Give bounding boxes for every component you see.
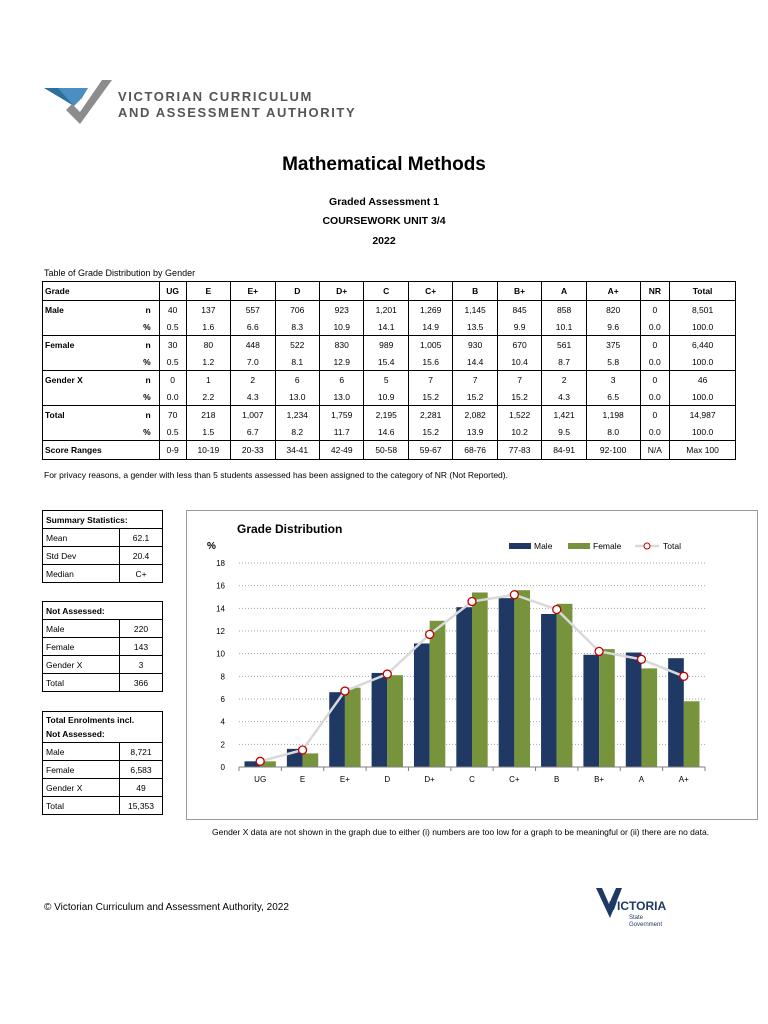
table-cell: 1,201 — [364, 301, 408, 319]
table-cell: 8.0 — [586, 423, 640, 441]
row-value: 15,353 — [120, 797, 163, 815]
summary-statistics-table — [42, 510, 163, 583]
table-cell: 100.0 — [670, 318, 736, 336]
pct-label: % — [126, 353, 159, 371]
row-value: 3 — [120, 656, 163, 674]
table-cell: 3 — [586, 371, 640, 389]
row-value: 220 — [120, 620, 163, 638]
table-cell: 14.1 — [364, 318, 408, 336]
column-header: C+ — [408, 282, 452, 301]
group-label-blank — [43, 318, 126, 336]
table-cell: 8.7 — [542, 353, 586, 371]
table-cell: 8.2 — [275, 423, 319, 441]
chart-title: Grade Distribution — [237, 522, 343, 536]
table-cell: 0.5 — [159, 423, 186, 441]
table-cell: 12.9 — [320, 353, 364, 371]
group-label: Total — [43, 406, 126, 424]
score-range-cell: N/A — [640, 441, 670, 460]
table-cell: 1,005 — [408, 336, 452, 354]
table-cell: 2 — [231, 371, 275, 389]
table-cell: 5.8 — [586, 353, 640, 371]
table-cell: 8.3 — [275, 318, 319, 336]
table-cell: 0.0 — [640, 423, 670, 441]
table-cell: 1.6 — [186, 318, 230, 336]
table-cell: 100.0 — [670, 353, 736, 371]
table-cell: 15.2 — [408, 388, 452, 406]
column-header: Total — [670, 282, 736, 301]
bar-female — [430, 621, 446, 767]
point-total — [299, 746, 307, 754]
vic-logo-government: Government — [629, 922, 663, 928]
table-row — [43, 565, 163, 583]
table-cell: 375 — [586, 336, 640, 354]
table-cell: 218 — [186, 406, 230, 424]
y-tick-label: 2 — [220, 740, 225, 750]
score-range-cell: 0-9 — [159, 441, 186, 460]
table-cell: 9.5 — [542, 423, 586, 441]
group-label: Male — [43, 301, 126, 319]
table-cell: 522 — [275, 336, 319, 354]
table-cell: 14.6 — [364, 423, 408, 441]
victoria-government-logo — [596, 888, 676, 928]
table-cell: 7 — [408, 371, 452, 389]
score-range-cell: 84-91 — [542, 441, 586, 460]
bar-male — [499, 598, 515, 767]
table-cell: 989 — [364, 336, 408, 354]
table-cell: 1,421 — [542, 406, 586, 424]
table-cell: 1.2 — [186, 353, 230, 371]
table-cell: 46 — [670, 371, 736, 389]
org-name — [118, 89, 356, 121]
row-value: 366 — [120, 674, 163, 692]
org-name-line1: VICTORIAN CURRICULUM — [118, 89, 313, 104]
table-cell: 0 — [640, 406, 670, 424]
table-cell: 40 — [159, 301, 186, 319]
table-cell: 15.2 — [497, 388, 541, 406]
table-row — [43, 638, 163, 656]
row-value: 20.4 — [120, 547, 163, 565]
point-total — [680, 672, 688, 680]
bar-female — [599, 649, 615, 767]
table-cell: 0.0 — [159, 388, 186, 406]
table-cell: 6.5 — [586, 388, 640, 406]
column-header: E — [186, 282, 230, 301]
table-cell: 0 — [640, 371, 670, 389]
table-cell: 2,082 — [453, 406, 497, 424]
score-ranges-row — [43, 441, 736, 460]
table-cell: 6 — [275, 371, 319, 389]
x-tick-label: E+ — [339, 775, 350, 784]
table-cell: 2 — [542, 371, 586, 389]
table-row — [43, 388, 736, 406]
legend-label-female: Female — [593, 541, 622, 551]
bar-female — [387, 675, 403, 767]
subtitle-assessment: Graded Assessment 1 — [329, 196, 439, 208]
table-cell: 8.1 — [275, 353, 319, 371]
table-cell: 845 — [497, 301, 541, 319]
table-cell: 4.3 — [542, 388, 586, 406]
row-label: Female — [43, 638, 120, 656]
table-cell: 1,198 — [586, 406, 640, 424]
score-ranges-label: Score Ranges — [43, 441, 160, 460]
table-cell: 0.0 — [640, 353, 670, 371]
table-row — [43, 797, 163, 815]
subtitle-unit: COURSEWORK UNIT 3/4 — [322, 215, 446, 227]
bar-female — [345, 688, 361, 767]
score-range-cell: Max 100 — [670, 441, 736, 460]
n-label: n — [126, 406, 159, 424]
not-assessed-title: Not Assessed: — [43, 602, 163, 620]
table-cell: 14.4 — [453, 353, 497, 371]
column-header: B — [453, 282, 497, 301]
table-row — [43, 318, 736, 336]
table-cell: 1,269 — [408, 301, 452, 319]
y-tick-label: 16 — [216, 581, 225, 591]
row-label: Total — [43, 674, 120, 692]
table-cell: 15.2 — [453, 388, 497, 406]
table-cell: 0.0 — [640, 318, 670, 336]
n-label: n — [126, 371, 159, 389]
bar-female — [514, 590, 530, 767]
table-cell: 6 — [320, 371, 364, 389]
bar-female — [684, 701, 700, 767]
column-header: A — [542, 282, 586, 301]
table-cell: 0.5 — [159, 318, 186, 336]
chart-note: Gender X data are not shown in the graph due to either (i) numbers are too low for a graph to be meaningful or (ii) there are no data. — [212, 827, 710, 837]
row-value: 6,583 — [120, 761, 163, 779]
table-cell: 6.6 — [231, 318, 275, 336]
point-total — [595, 647, 603, 655]
row-value: 62.1 — [120, 529, 163, 547]
table-cell: 2,195 — [364, 406, 408, 424]
score-range-cell: 50-58 — [364, 441, 408, 460]
table-cell: 15.6 — [408, 353, 452, 371]
n-label: n — [126, 301, 159, 319]
n-label: n — [126, 336, 159, 354]
org-name-line2: AND ASSESSMENT AUTHORITY — [118, 105, 357, 120]
table-cell: 7.0 — [231, 353, 275, 371]
pct-label: % — [126, 388, 159, 406]
y-tick-label: 8 — [220, 672, 225, 682]
table-cell: 5 — [364, 371, 408, 389]
column-header: D — [275, 282, 319, 301]
row-label: Total — [43, 797, 120, 815]
row-label: Std Dev — [43, 547, 120, 565]
table-cell: 10.9 — [320, 318, 364, 336]
table-cell: 9.9 — [497, 318, 541, 336]
bar-male — [626, 653, 642, 767]
legend-swatch-male — [509, 543, 531, 549]
table-cell: 10.4 — [497, 353, 541, 371]
bar-male — [583, 655, 599, 767]
column-header: Grade — [43, 282, 160, 301]
table-row — [43, 301, 736, 319]
table-cell: 11.7 — [320, 423, 364, 441]
table-cell: 4.3 — [231, 388, 275, 406]
table-cell: 137 — [186, 301, 230, 319]
table-cell: 561 — [542, 336, 586, 354]
vic-logo-text: VICTORIA — [609, 899, 667, 913]
row-label: Gender X — [43, 656, 120, 674]
row-label: Gender X — [43, 779, 120, 797]
table-cell: 2,281 — [408, 406, 452, 424]
x-tick-label: C+ — [509, 775, 520, 784]
legend-marker-total — [644, 543, 650, 549]
enrolments-title-line2: Not Assessed: — [46, 729, 105, 739]
table-cell: 1,759 — [320, 406, 364, 424]
table-cell: 10.2 — [497, 423, 541, 441]
table-cell: 858 — [542, 301, 586, 319]
table-cell: 1,234 — [275, 406, 319, 424]
score-range-cell: 42-49 — [320, 441, 364, 460]
bar-female — [303, 753, 319, 767]
x-tick-label: A — [638, 775, 645, 784]
score-range-cell: 92-100 — [586, 441, 640, 460]
not-assessed-table — [42, 601, 163, 692]
table-cell: 6.7 — [231, 423, 275, 441]
table-cell: 557 — [231, 301, 275, 319]
legend-label-total: Total — [663, 541, 681, 551]
table-row — [43, 353, 736, 371]
bar-male — [541, 614, 557, 767]
y-tick-label: 6 — [220, 695, 225, 704]
table-cell: 14.9 — [408, 318, 452, 336]
table-cell: 0 — [640, 301, 670, 319]
group-label-blank — [43, 423, 126, 441]
group-label-blank — [43, 388, 126, 406]
table-cell: 13.0 — [275, 388, 319, 406]
table-cell: 923 — [320, 301, 364, 319]
summary-title: Summary Statistics: — [43, 511, 163, 529]
table-row — [43, 779, 163, 797]
chart-canvas — [187, 511, 757, 819]
column-header: B+ — [497, 282, 541, 301]
row-value: 143 — [120, 638, 163, 656]
table-cell: 0 — [640, 336, 670, 354]
score-range-cell: 77-83 — [497, 441, 541, 460]
y-tick-label: 10 — [216, 649, 225, 659]
row-label: Male — [43, 743, 120, 761]
score-range-cell: 20-33 — [231, 441, 275, 460]
bar-female — [472, 592, 488, 767]
y-tick-label: 12 — [216, 627, 225, 636]
x-tick-label: D+ — [424, 775, 435, 784]
y-tick-label: 0 — [220, 763, 225, 772]
column-header: C — [364, 282, 408, 301]
vic-logo-state: State — [629, 915, 644, 921]
column-header: UG — [159, 282, 186, 301]
table-row — [43, 761, 163, 779]
table-cell: 1.5 — [186, 423, 230, 441]
table-cell: 2.2 — [186, 388, 230, 406]
table-cell: 820 — [586, 301, 640, 319]
x-tick-label: B — [554, 775, 560, 784]
point-total — [510, 591, 518, 599]
table-cell: 15.2 — [408, 423, 452, 441]
table-cell: 0.0 — [640, 388, 670, 406]
table-cell: 1 — [186, 371, 230, 389]
score-range-cell: 68-76 — [453, 441, 497, 460]
table-row — [43, 547, 163, 565]
y-tick-label: 18 — [216, 559, 225, 568]
grade-distribution-chart — [186, 510, 758, 820]
table-cell: 670 — [497, 336, 541, 354]
bar-male — [456, 607, 472, 767]
total-enrolments-table — [42, 711, 163, 815]
bar-male — [414, 643, 430, 767]
table-row — [43, 336, 736, 354]
point-total — [426, 630, 434, 638]
table-caption: Table of Grade Distribution by Gender — [44, 268, 196, 278]
score-range-cell: 34-41 — [275, 441, 319, 460]
table-cell: 1,522 — [497, 406, 541, 424]
table-cell: 706 — [275, 301, 319, 319]
table-cell: 930 — [453, 336, 497, 354]
pct-label: % — [126, 423, 159, 441]
table-cell: 13.0 — [320, 388, 364, 406]
x-tick-label: UG — [254, 775, 267, 784]
column-header: A+ — [586, 282, 640, 301]
table-cell: 13.9 — [453, 423, 497, 441]
table-cell: 8,501 — [670, 301, 736, 319]
y-axis-label: % — [207, 541, 216, 552]
legend-label-male: Male — [534, 541, 553, 551]
group-label: Female — [43, 336, 126, 354]
legend-swatch-female — [568, 543, 590, 549]
y-tick-label: 4 — [220, 717, 225, 727]
table-row — [43, 674, 163, 692]
table-row — [43, 620, 163, 638]
table-cell: 10.1 — [542, 318, 586, 336]
group-label-blank — [43, 353, 126, 371]
table-row — [43, 656, 163, 674]
table-cell: 10.9 — [364, 388, 408, 406]
point-total — [637, 655, 645, 663]
y-tick-label: 14 — [216, 604, 225, 614]
group-label: Gender X — [43, 371, 126, 389]
x-tick-label: A+ — [678, 775, 689, 784]
table-cell: 80 — [186, 336, 230, 354]
table-cell: 1,007 — [231, 406, 275, 424]
table-cell: 0.5 — [159, 353, 186, 371]
bar-male — [372, 673, 388, 767]
column-header: E+ — [231, 282, 275, 301]
x-tick-label: B+ — [594, 775, 605, 784]
x-tick-label: D — [384, 775, 391, 784]
table-cell: 100.0 — [670, 388, 736, 406]
table-cell: 0 — [159, 371, 186, 389]
table-cell: 830 — [320, 336, 364, 354]
table-row — [43, 371, 736, 389]
row-value: 49 — [120, 779, 163, 797]
pct-label: % — [126, 318, 159, 336]
table-cell: 14,987 — [670, 406, 736, 424]
row-label: Female — [43, 761, 120, 779]
table-cell: 100.0 — [670, 423, 736, 441]
row-label: Male — [43, 620, 120, 638]
column-header: D+ — [320, 282, 364, 301]
subtitle-year: 2022 — [372, 235, 396, 247]
enrolments-title-line1: Total Enrolments incl. — [46, 715, 135, 725]
score-range-cell: 59-67 — [408, 441, 452, 460]
point-total — [341, 687, 349, 695]
table-row — [43, 423, 736, 441]
point-total — [256, 757, 264, 765]
bar-female — [641, 668, 657, 767]
privacy-note: For privacy reasons, a gender with less than 5 students assessed has been assigned to the category of NR (Not Reported). — [44, 470, 508, 480]
x-tick-label: E — [299, 775, 306, 784]
table-cell: 9.6 — [586, 318, 640, 336]
table-cell: 13.5 — [453, 318, 497, 336]
table-cell: 7 — [453, 371, 497, 389]
table-row — [43, 406, 736, 424]
table-row — [43, 743, 163, 761]
table-cell: 70 — [159, 406, 186, 424]
column-header: NR — [640, 282, 670, 301]
table-cell: 1,145 — [453, 301, 497, 319]
page-title: Mathematical Methods — [282, 154, 486, 175]
bar-female — [557, 604, 573, 767]
table-cell: 15.4 — [364, 353, 408, 371]
point-total — [553, 605, 561, 613]
point-total — [468, 598, 476, 606]
score-range-cell: 10-19 — [186, 441, 230, 460]
enrolments-title — [43, 712, 163, 743]
copyright-footer: © Victorian Curriculum and Assessment Authority, 2022 — [44, 902, 289, 913]
table-cell: 448 — [231, 336, 275, 354]
table-cell: 6,440 — [670, 336, 736, 354]
table-row — [43, 529, 163, 547]
point-total — [383, 670, 391, 678]
grade-distribution-table — [42, 281, 736, 460]
table-header-row — [43, 282, 736, 301]
table-cell: 30 — [159, 336, 186, 354]
table-cell: 7 — [497, 371, 541, 389]
row-value: 8,721 — [120, 743, 163, 761]
row-value: C+ — [120, 565, 163, 583]
x-tick-label: C — [469, 775, 475, 784]
row-label: Median — [43, 565, 120, 583]
row-label: Mean — [43, 529, 120, 547]
